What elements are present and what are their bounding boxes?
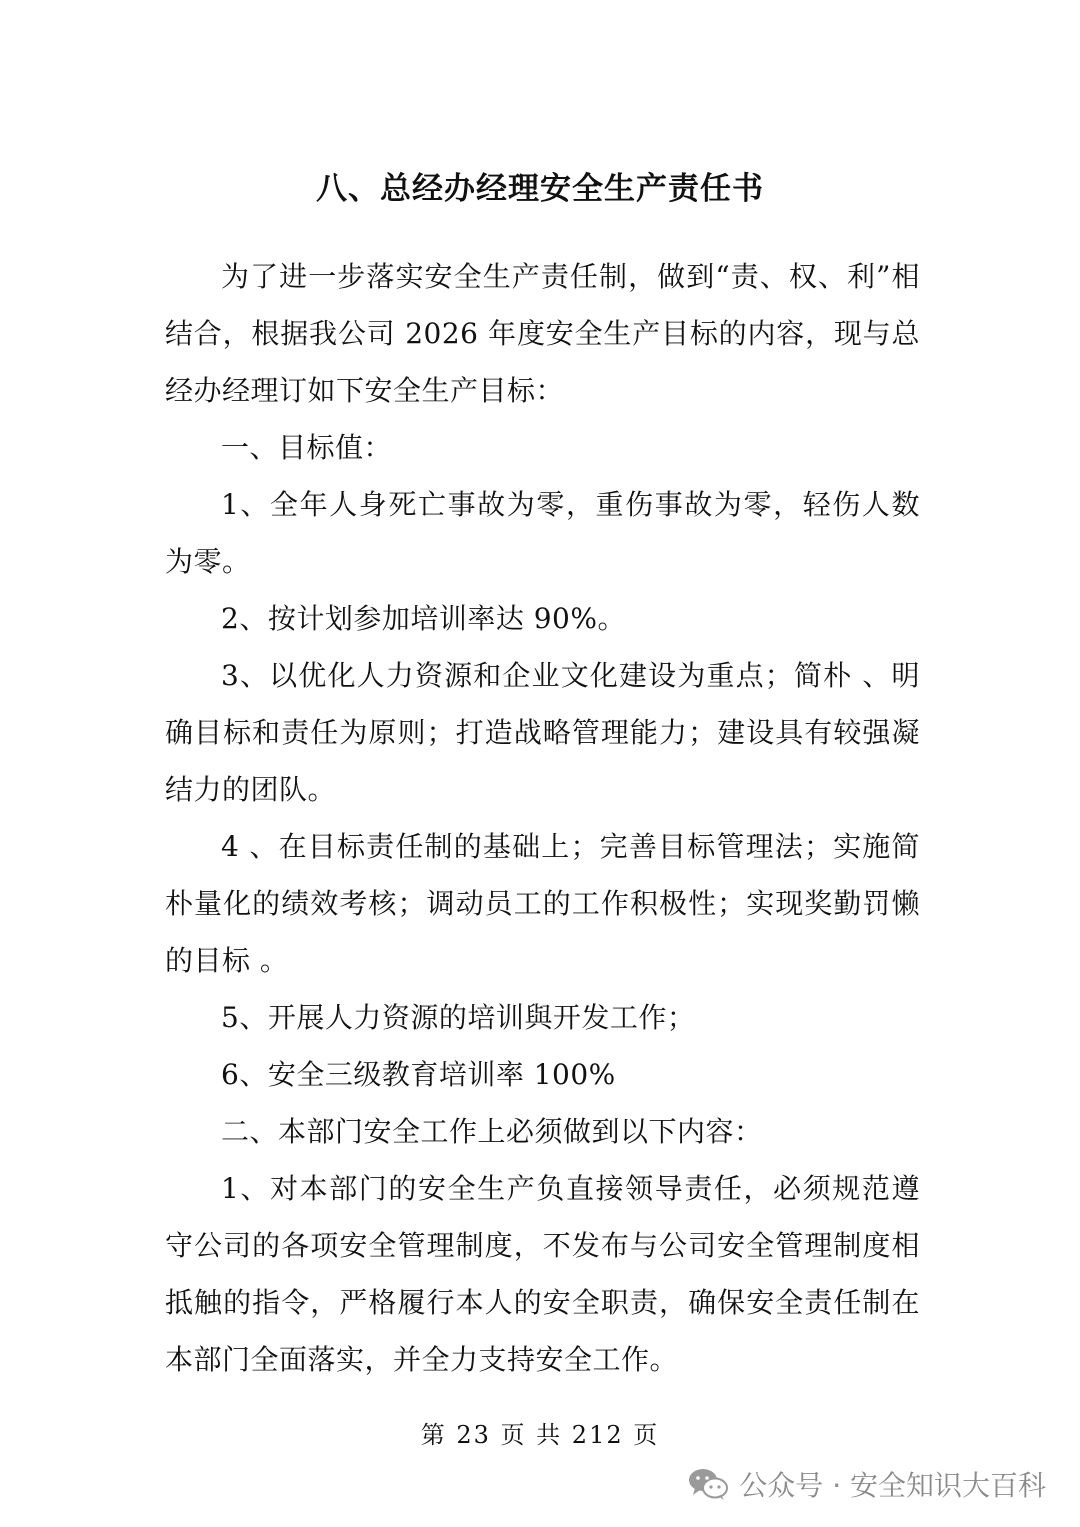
target-item-3: 3、以优化人力资源和企业文化建设为重点；简朴 、明确目标和责任为原则；打造战略管理能力；建设具有较强凝结力的团队。 xyxy=(165,659,920,806)
watermark-text: 公众号 · 安全知识大百科 xyxy=(739,1469,1046,1502)
target-item-6: 6、安全三级教育培训率 100% xyxy=(221,1058,616,1091)
paragraph-intro: 为了进一步落实安全生产责任制，做到“责、权、利”相结合，根据我公司 2026 年度安全生产目标的内容，现与总经办经理订如下安全生产目标： xyxy=(165,260,920,407)
target-item-4: 4 、在目标责任制的基础上；完善目标管理法；实施简朴量化的绩效考核；调动员工的工作积极性；实现奖勤罚懒的目标 。 xyxy=(165,830,920,977)
section-heading-targets: 一、目标值： xyxy=(221,431,393,464)
wechat-icon xyxy=(687,1467,729,1501)
target-item-1: 1、全年人身死亡事故为零，重伤事故为零，轻伤人数为零。 xyxy=(165,488,920,578)
duty-item-1: 1、对本部门的安全生产负直接领导责任，必须规范遵守公司的各项安全管理制度，不发布与公司安全管理制度相抵触的指令，严格履行本人的安全职责，确保安全责任制在本部门全面落实，并全力支持安全工作。 xyxy=(165,1172,920,1376)
target-item-5: 5、开展人力资源的培训與开发工作； xyxy=(221,1001,696,1034)
watermark xyxy=(687,1462,1046,1506)
document-body xyxy=(165,248,920,1388)
page-footer: 第 23 页 共 212 页 xyxy=(420,1421,660,1449)
section-heading-duties: 二、本部门安全工作上必须做到以下内容： xyxy=(221,1115,763,1148)
target-item-2: 2、按计划参加培训率达 90%。 xyxy=(221,602,626,635)
document-title: 八、总经办经理安全生产责任书 xyxy=(316,171,764,207)
